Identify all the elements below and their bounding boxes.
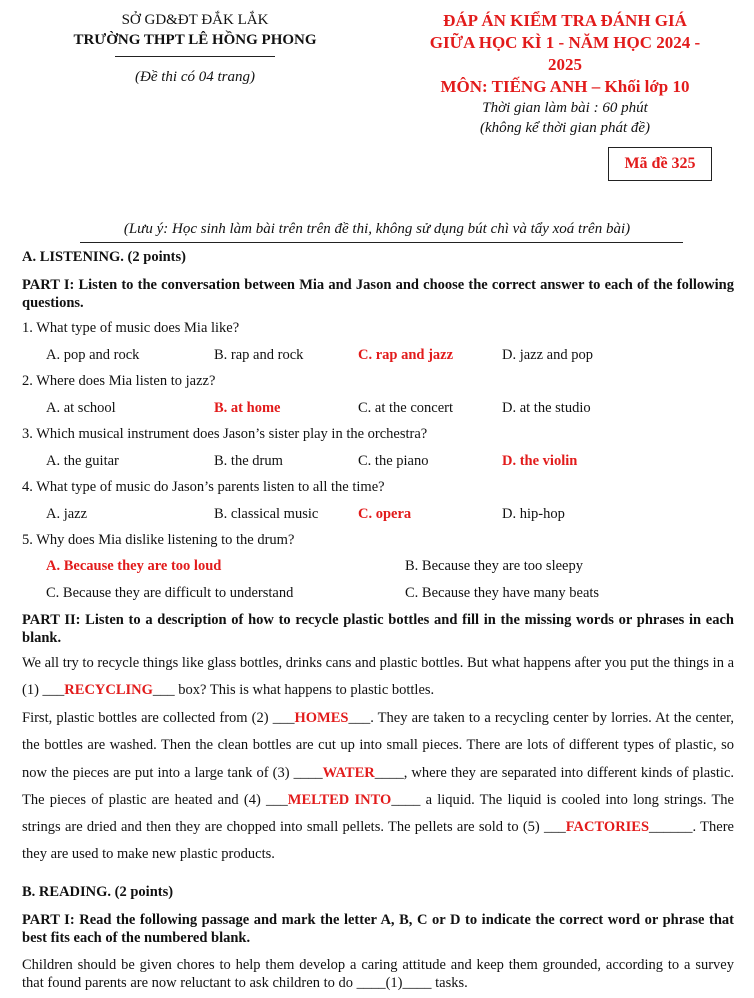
recycling-passage-p2 bbox=[22, 705, 734, 869]
answer-option: A. jazz bbox=[46, 506, 88, 522]
time-note: (không kể thời gian phát đề) bbox=[479, 120, 651, 136]
school-header bbox=[30, 10, 360, 86]
passage-text: We all try to recycle things like glass bottles, drinks cans and plastic bottles. But what happens after you put the things in a (1) ___ bbox=[22, 655, 735, 699]
title-line-2: GIỮA HỌC KÌ 1 - NĂM HỌC 2024 - bbox=[429, 33, 701, 52]
answer-option: B. Because they are too sleepy bbox=[405, 558, 583, 574]
correct-answer-option: D. the violin bbox=[502, 453, 578, 469]
answer-option: B. the drum bbox=[214, 453, 283, 469]
listening-heading: A. LISTENING. (2 points) bbox=[22, 249, 186, 265]
subject-line: MÔN: TIẾNG ANH – Khối lớp 10 bbox=[440, 77, 690, 96]
recycling-passage-p1 bbox=[22, 650, 734, 705]
answer-5: FACTORIES bbox=[565, 819, 650, 836]
school-name: TRƯỜNG THPT LÊ HỒNG PHONG bbox=[73, 32, 317, 48]
reading-passage bbox=[22, 956, 734, 992]
title-line-1: ĐÁP ÁN KIỂM TRA ĐÁNH GIÁ bbox=[443, 11, 687, 30]
listening-part2-heading: PART II: Listen to a description of how to recycle plastic bottles and fill in the missing words or phrases in each blank. bbox=[22, 612, 734, 646]
title-line-3: 2025 bbox=[548, 55, 582, 74]
exam-title-block bbox=[400, 10, 730, 138]
answer-option: A. at school bbox=[46, 400, 116, 416]
department-name: SỞ GD&ĐT ĐẮK LẮK bbox=[121, 12, 269, 28]
answer-option: C. at the concert bbox=[358, 400, 454, 416]
answer-4: MELTED INTO bbox=[287, 791, 392, 808]
correct-answer-option: C. rap and jazz bbox=[358, 347, 454, 363]
answer-3: WATER bbox=[322, 764, 375, 781]
question-text: 3. Which musical instrument does Jason’s sister play in the orchestra? bbox=[22, 426, 428, 442]
question-text: 1. What type of music does Mia like? bbox=[22, 320, 240, 336]
time-limit: Thời gian làm bài : 60 phút bbox=[482, 100, 648, 116]
answer-option: D. hip-hop bbox=[502, 506, 565, 522]
passage-text: ____ a liquid. The liquid is cooled into long strings. The strings are dried and then they are chopped into small pellets. The pellets are sold to (5) ___ bbox=[22, 791, 734, 836]
passage-text: ______. There they are used to make new plastic products. bbox=[22, 819, 734, 863]
pages-note: (Đề thi có 04 trang) bbox=[135, 69, 255, 85]
instruction-note: (Lưu ý: Học sinh làm bài trên trên đề thi, không sử dụng bút chì và tẩy xoá trên bài) bbox=[123, 221, 631, 237]
question-text: 5. Why does Mia dislike listening to the drum? bbox=[22, 532, 295, 548]
passage-text: ___. They are taken to a recycling center by lorries. At the center, the bottles are washed. Then the clean bottles are cut up into small pieces. There are lots of different types of plastic, so now the pieces are put into a large tank of (3) ____ bbox=[22, 710, 734, 781]
answer-option: C. Because they have many beats bbox=[405, 585, 600, 601]
listening-part1-heading: PART I: Listen to the conversation between Mia and Jason and choose the correct answer to each of the following questions. bbox=[22, 277, 734, 311]
question-text: 2. Where does Mia listen to jazz? bbox=[22, 373, 216, 389]
exam-code-badge: Mã đề 325 bbox=[608, 147, 712, 181]
answer-2: HOMES bbox=[294, 710, 349, 726]
answer-option: A. the guitar bbox=[46, 453, 119, 469]
correct-answer-option: C. opera bbox=[358, 506, 412, 522]
answer-option: A. pop and rock bbox=[46, 347, 140, 363]
header-divider bbox=[115, 56, 275, 57]
reading-part1-heading: PART I: Read the following passage and mark the letter A, B, C or D to indicate the correct word or phrase that best fits each of the numbered blank. bbox=[22, 912, 734, 946]
reading-heading: B. READING. (2 points) bbox=[22, 884, 174, 900]
answer-option: D. at the studio bbox=[502, 400, 591, 416]
answer-option: C. Because they are difficult to understand bbox=[46, 585, 294, 601]
passage-text: ____, where they are separated into different kinds of plastic. The pieces of plastic are heated and (4) ___ bbox=[22, 764, 735, 808]
answer-option: D. jazz and pop bbox=[502, 347, 593, 363]
answer-option: C. the piano bbox=[358, 453, 429, 469]
passage-text: First, plastic bottles are collected from (2) ___ bbox=[22, 710, 295, 726]
passage-text: Children should be given chores to help them develop a caring attitude and keep them grounded, according to a survey that found parents are now reluctant to ask children to do ____(1)____ tasks. bbox=[22, 957, 734, 991]
answer-option: B. classical music bbox=[214, 506, 319, 522]
question-text: 4. What type of music do Jason’s parents listen to all the time? bbox=[22, 479, 385, 495]
correct-answer-option: B. at home bbox=[214, 400, 281, 416]
passage-text: ___ box? This is what happens to plastic bottles. bbox=[152, 682, 435, 699]
note-underline bbox=[80, 242, 683, 243]
answer-1: RECYCLING bbox=[64, 682, 153, 699]
answer-option: B. rap and rock bbox=[214, 347, 304, 363]
correct-answer-option: A. Because they are too loud bbox=[46, 558, 222, 574]
